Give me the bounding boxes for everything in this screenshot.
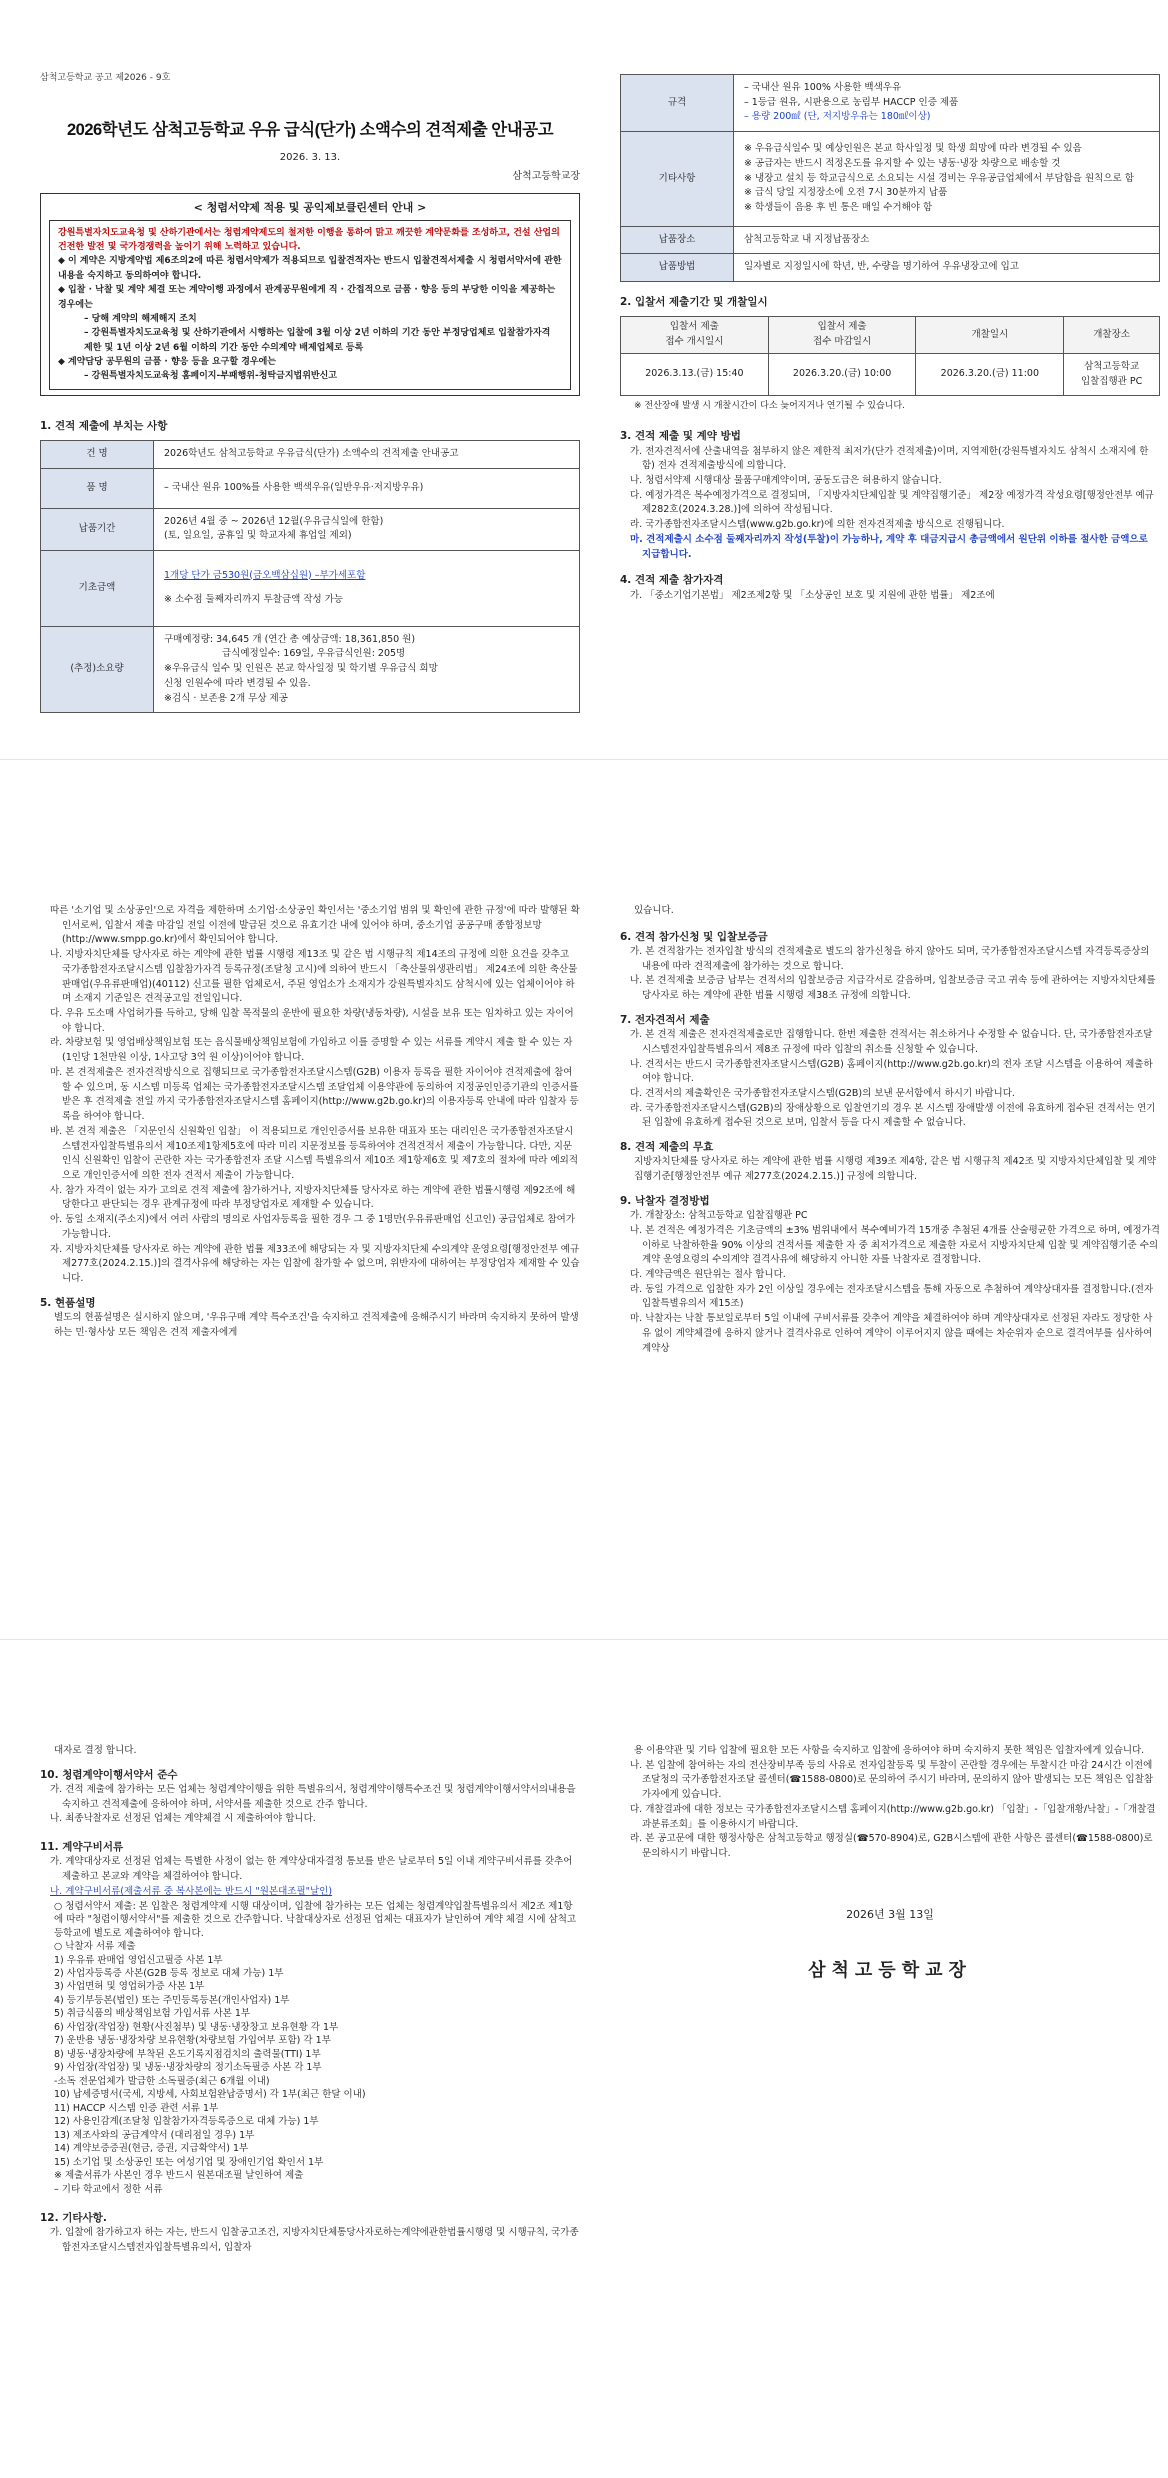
- bid-items-table: [40, 440, 580, 713]
- list-item: 8) 냉동·냉장차량에 부착된 온도기록지점검치의 출력물(TTI) 1부: [54, 2048, 321, 2060]
- row-value-line: 2026년 4월 중 ~ 2026년 12월(우유급식일에 한함): [164, 515, 384, 527]
- row-label: (추정)소요량: [41, 626, 154, 713]
- table-row: [621, 132, 1160, 227]
- schedule-table: [620, 316, 1160, 396]
- list-item: 가. 전자견적서에 산출내역을 첨부하지 않은 제한적 최저가(단가 견적제출)이며, 지역제한(강원특별자치도 삼척시 소재지에 한함) 전자 견적제출방식에 의합니다.: [630, 445, 1149, 472]
- column-header: 개찰장소: [1064, 317, 1160, 353]
- list-item: 다. 예정가격은 복수예정가격으로 결정되며, 「지방자치단체입찰 및 계약집행기준」 제2장 예정가격 작성요령[행정안전부 예규 제282호(2024.3.28.)]에 의하여 작성됩니다.: [630, 489, 1154, 516]
- row-value: [734, 132, 1160, 227]
- list-item: 따른 '소기업 및 소상공인'으로 자격을 제한하며 소기업·소상공인 확인서는 '중소기업 범위 및 확인에 관한 규정'에 따라 발행된 확인서로써, 입찰서 제출 마감일 전일 이전에 발급된 것으로 유효기간 내에 있어야 하며, 중소기업 공공구매 종합정보망(http://www.smpp.go.kr)에서 확인되어야 합니다.: [50, 905, 580, 946]
- clean-contract-box: [40, 193, 580, 396]
- continued-text: 있습니다.: [634, 905, 674, 916]
- list-item: 나. 본 견적제출 보증금 납부는 견적서의 입찰보증금 지급각서로 갈음하며, 입찰보증금 국고 귀속 등에 관하여는 지방자치단체를 당사자로 하는 계약에 관한 법률 시행령 제38조 규정에 의합니다.: [630, 975, 1156, 1002]
- table-row: [41, 441, 580, 469]
- list-item: 나. 지방자치단체를 당사자로 하는 계약에 관한 법률 시행령 제13조 및 같은 법 시행규칙 제14조의 규정에 의한 요건을 갖추고 국가종합전자조달시스템 입찰참가자격 등록규정(조달청 고시)에 의하여 반드시 「축산물위생관리법」 제24조에 의한 축산물판매업(우유류판매업)(40112) 신고를 필한 업체로서, 주된 영업소가 소재지가 강원특별자치도 삼척시에 있는 업체이어야 하며 소재지 기준일은 견적공고일 전일입니다.: [50, 949, 578, 1005]
- table-row: [621, 226, 1160, 254]
- list-item: 2) 사업자등록증 사본(G2B 등록 정보로 대체 가능) 1부: [54, 1967, 284, 1979]
- list-item: 용 이용약관 및 기타 입찰에 필요한 모든 사항을 숙지하고 입찰에 응하여야 하며 숙지하지 못한 책임은 입찰자에게 있습니다.: [634, 1745, 1145, 1756]
- column-header: 입찰서 제출 접수 마감일시: [768, 317, 916, 353]
- row-value: 2026학년도 삼척고등학교 우유급식(단가) 소액수의 견적제출 안내공고: [154, 441, 580, 469]
- section-7-title: 7. 전자견적서 제출: [620, 1013, 710, 1026]
- list-item: ○ 낙찰자 서류 제출: [54, 1941, 136, 1953]
- clean-box-item: – 강원특별자치도교육청 홈페이지-부패행위-청탁금지법위반신고: [84, 371, 337, 382]
- list-item: 가. 본 견적 제출은 전자견적제출로만 집행합니다. 한번 제출한 견적서는 취소하거나 수정할 수 없습니다. 단, 국가종합전자조달시스템전자입찰특별유의서 제8조 규정에 따라 입찰의 취소를 신청할 수 있습니다.: [630, 1029, 1153, 1055]
- list-item: ※ 제출서류가 사본인 경우 반드시 원본대조필 날인하여 제출: [54, 2170, 304, 2182]
- table-cell: 2026.3.20.(금) 11:00: [916, 353, 1064, 395]
- row-value: – 국내산 원유 100%를 사용한 백색우유(일반우유·저지방우유): [154, 468, 580, 508]
- row-value-line: – 국내산 원유 100% 사용한 백색우유: [744, 82, 902, 93]
- row-value-line: ※우유급식 일수 및 인원은 본교 학사일정 및 학기별 우유급식 희망: [164, 663, 438, 675]
- spec-table: [620, 74, 1160, 282]
- list-item: 아. 동일 소재지(주소지)에서 여러 사람의 명의로 사업자등록을 필한 경우 그 중 1명만(우유류판매업 신고인) 공급업체로 참여가 가능합니다.: [50, 1214, 576, 1240]
- list-item: 가. 개찰장소: 삼척고등학교 입찰집행관 PC: [630, 1210, 808, 1222]
- list-item: 라. 동일 가격으로 입찰한 자가 2인 이상일 경우에는 전자조달시스템을 통해 자동으로 추첨하여 계약상대자를 결정합니다.(전자입찰특별유의서 제15조): [630, 1283, 1154, 1310]
- row-value-line: 급식예정일수: 169일, 우유급식인원: 205명: [222, 648, 406, 660]
- clean-box-item: ◆ 입찰 · 낙찰 및 계약 체결 또는 계약이행 과정에서 관계공무원에게 직 · 간접적으로 금품 · 향응 등의 부당한 이익을 제공하는 경우에는: [58, 285, 556, 310]
- clean-box-intro: 강원특별자치도교육청 및 산하기관에서는 청렴계약제도의 철저한 이행을 통하여 맑고 깨끗한 계약문화를 조성하고, 건설 산업의 건전한 발전 및 국가경쟁력을 높이기 위해 노력하고 있습니다.: [58, 227, 560, 252]
- list-item: 4) 등기부등본(법인) 또는 주민등록등본(개인사업자) 1부: [54, 1994, 290, 2006]
- section-5-text: 별도의 현품설명은 실시하지 않으며, '우유구매 계약 특수조건'을 숙지하고 견적제출에 응해주시기 바라며 숙지하지 못하여 발생하는 민·형사상 모든 책임은 견적 제출자에게: [54, 1311, 579, 1338]
- section-12-title: 12. 기타사항.: [40, 2212, 107, 2225]
- table-cell: 삼척고등학교 입찰집행관 PC: [1064, 353, 1160, 395]
- page-3-right-column: [620, 1744, 1160, 1985]
- list-item: 라. 국가종합전자조달시스템(www.g2b.go.kr)에 의한 전자견적제출 방식으로 진행됩니다.: [630, 519, 1005, 531]
- table-row: [41, 508, 580, 550]
- list-item: ○ 청렴서약서 제출: 본 입찰은 청렴계약제 시행 대상이며, 입찰에 참가하는 모든 업체는 청렴계약입찰특별유의서 제2조 제1항에 따라 "청렴이행서약서"를 제출한 것으로 간주합니다. 낙찰대상자로 선정된 업체는 대표자가 날인하여 계약 체결 시에 삼척고등학교에 별도로 제출하여야 합니다.: [54, 1900, 577, 1939]
- row-value-line: (토, 일요일, 공휴일 및 학교자체 휴업일 제외): [164, 530, 352, 542]
- list-item: 10) 납세증명서(국세, 지방세, 사회보험완납증명서) 각 1부(최근 한달 이내): [54, 2089, 366, 2101]
- list-item: 3) 사업면허 및 영업허가증 사본 1부: [54, 1981, 205, 1993]
- list-item: 나. 청렴서약제 시행대상 물품구매계약이며, 공동도급은 허용하지 않습니다.: [630, 474, 942, 486]
- list-item: 가. 「중소기업기본법」 제2조제2항 및 「소상공인 보호 및 지원에 관한 법률」 제2조에: [630, 589, 995, 601]
- list-item: 나. 본 견적은 예정가격은 기초금액의 ±3% 범위내에서 복수예비가격 15개중 추첨된 4개를 산술평균한 가격으로 하며, 예정가격 이하로 낙찰하한율 90% 이상의 견적서를 제출한 자 중 최저가격으로 제출한 자로서 지방자치단체 입찰 및 계약집행기준 수의계약 운영요령의 수의계약 결격사유에 해당하지 아니한 자를 낙찰자로 결정합니다.: [630, 1224, 1160, 1266]
- row-value-line: ※ 급식 당일 지정장소에 오전 7시 30분까지 납품: [744, 187, 948, 199]
- clean-box-item: – 당해 계약의 해제해지 조치: [84, 313, 197, 324]
- table-cell: 2026.3.13.(금) 15:40: [621, 353, 769, 395]
- section-2-title: 2. 입찰서 제출기간 및 개찰일시: [620, 296, 768, 309]
- row-value-line: ※ 냉장고 설치 등 학교급식으로 소요되는 시설 경비는 우유공급업체에서 부담함을 원칙으로 함: [744, 172, 1134, 184]
- page-3: [0, 1718, 1168, 2478]
- row-label: 품 명: [41, 468, 154, 508]
- clean-box-content: [49, 220, 571, 390]
- page-1: [0, 0, 1168, 760]
- clean-box-item: – 강원특별자치도교육청 및 산하기관에서 시행하는 입찰에 3월 이상 2년 이하의 기간 동안 부정당업체로 입찰참가자격 제한 및 1년 이상 2년 6월 이하의 기간 동안 수의계약 배제업체로 등록: [84, 328, 551, 353]
- list-item: 사. 참가 자격이 없는 자가 고의로 견적 제출에 참가하거나, 지방자치단체를 당사자로 하는 계약에 관한 법률시행령 제92조에 해당한다고 판단되는 경우 관계규정에 따라 부정당업자로 제재할 수 있습니다.: [50, 1184, 576, 1211]
- list-item: -소독 전문업체가 발급한 소독필증(최근 6개월 이내): [54, 2075, 270, 2087]
- list-item: 바. 본 견적 제출은 「지문인식 신원확인 입찰」 이 적용되므로 개인인증서를 보유한 대표자 또는 대리인은 국가종합전자조달시스템전자입찰특별유의서 제10조제1항제5호에 따라 미리 지문정보를 등록하여야 견적견적서 제출이 가능합니다. 다만, 지문인식 신원확인 입찰이 곤란한 자는 국가종합전자 조달 시스템 특별유의서 제10조 제1항제6호 및 제7호의 절차에 따라 예외적으로 개인인증서에 의한 전자 견적서 제출이 가능합니다.: [50, 1125, 579, 1181]
- table-row: [41, 468, 580, 508]
- row-value: [734, 75, 1160, 132]
- row-value: 삼척고등학교 내 지정납품장소: [734, 226, 1160, 254]
- list-item: 마. 견적제출시 소수점 둘째자리까지 작성(투찰)이 가능하나, 계약 후 대금지급시 총금액에서 원단위 이하를 절사한 금액으로 지급합니다.: [630, 533, 1148, 560]
- clean-box-item: ◆ 이 계약은 지방계약법 제6조의2에 따른 청렴서약제가 적용되므로 입찰견적자는 반드시 입찰견적서제출 시 청렴서약서에 관한 내용을 숙지하고 동의하여야 합니다.: [58, 256, 562, 281]
- table-row: [41, 626, 580, 713]
- notice-date: 2026. 3. 13.: [279, 151, 341, 163]
- section-5-title: 5. 현품설명: [40, 1296, 96, 1309]
- schedule-note: ※ 전산장애 발생 시 개찰시간이 다소 늦어지거나 연기될 수 있습니다.: [634, 401, 905, 412]
- table-row: [621, 254, 1160, 282]
- required-documents-list: [40, 1900, 580, 2197]
- list-item: 11) HACCP 시스템 인증 관련 서류 1부: [54, 2102, 219, 2114]
- continued-text: 대자로 결정 합니다.: [54, 1745, 137, 1756]
- section-1-title: 1. 견적 제출에 부치는 사항: [40, 419, 168, 432]
- list-item: – 기타 학교에서 정한 서류: [54, 2183, 163, 2195]
- list-item: 가. 입찰에 참가하고자 하는 자는, 반드시 입찰공고조건, 지방자치단체통당사자로하는계약에관한법률시행령 및 시행규칙, 국가종합전자조달시스템전자입찰특별유의서, 입찰자: [50, 2227, 579, 2254]
- row-value: [154, 550, 580, 626]
- list-item: 자. 지방자치단체를 당사자로 하는 계약에 관한 법률 제33조에 해당되는 자 및 지방자치단체 수의계약 운영요령[행정안전부 예규 제277호(2024.2.15.)]의 결격사유에 해당하는 자는 입찰에 참가할 수 없으며, 위반자에 대하여는 부정당업자 제재할 수 있습니다.: [50, 1243, 580, 1284]
- list-item: 다. 계약금액은 원단위는 절사 합니다.: [630, 1269, 786, 1280]
- list-item: 라. 차량보험 및 영업배상책임보험 또는 음식물배상책임보험에 가입하고 이를 증명할 수 있는 서류를 계약시 제출 할 수 있는 자 (1인당 1천만원 이상, 1사고당 3억 원 이상)이어야 합니다.: [50, 1037, 573, 1064]
- list-item: 나. 견적서는 반드시 국가종합전자조달시스템(G2B) 홈페이지(http://www.g2b.go.kr)의 전자 조달 시스템을 이용하여 제출하여야 합니다.: [630, 1058, 1153, 1085]
- list-item: 7) 운반용 냉동·냉장차량 보유현황(차량보험 가입여부 포함) 각 1부: [54, 2035, 331, 2047]
- row-value-line: ※ 우유급식일수 및 예상인원은 본교 학사일정 및 학생 희망에 따라 변경될 수 있음: [744, 143, 1082, 155]
- list-item: 6) 사업장(작업장) 현황(사진첨부) 및 냉동·냉장창고 보유현황 각 1부: [54, 2021, 339, 2033]
- row-value: [154, 508, 580, 550]
- page-2: [0, 880, 1168, 1640]
- page-2-right-column: [620, 904, 1160, 1356]
- row-label: 기타사항: [621, 132, 734, 227]
- row-label: 납품방법: [621, 254, 734, 282]
- list-item: 9) 사업장(작업장) 및 냉동·냉장차량의 정기소독필증 사본 각 1부: [54, 2062, 322, 2074]
- list-item: 다. 우유 도소매 사업허가를 득하고, 당해 입찰 목적물의 운반에 필요한 차량(냉동차량), 시설을 보유 또는 임차하고 있는 자이어야 합니다.: [50, 1008, 574, 1034]
- row-value-line: 신청 인원수에 따라 변경될 수 있음.: [164, 677, 311, 689]
- notice-number: 삼척고등학교 공고 제2026 - 9호: [40, 73, 171, 83]
- row-value: 일자별로 지정일시에 학년, 반, 수량을 명기하여 우유냉장고에 입고: [734, 254, 1160, 282]
- closing-signer: 삼척고등학교장: [808, 1959, 972, 1980]
- page-3-left-column: [40, 1744, 580, 2256]
- list-item: 13) 제조사와의 공급계약서 (대리점일 경우) 1부: [54, 2129, 255, 2141]
- section-8-text: 지방자치단체를 당사자로 하는 계약에 관한 법률 시행령 제39조 제4항, 같은 법 시행규칙 제42조 및 지방자치단체입찰 및 계약집행기준[행정안전부 예규 제277호(2024.2.15.)] 규정에 의합니다.: [634, 1156, 1157, 1183]
- signer: 삼척고등학교장: [512, 171, 580, 182]
- table-row: [41, 550, 580, 626]
- section-9-title: 9. 낙찰자 결정방법: [620, 1194, 710, 1207]
- column-header: 개찰일시: [916, 317, 1064, 353]
- row-value-line: ※ 소수점 둘째자리까지 투찰금액 작성 가능: [164, 594, 344, 606]
- list-item: 다. 개찰결과에 대한 정보는 국가종합전자조달시스템 홈페이지(http://www.g2b.go.kr) 「입찰」-「입찰개황/낙찰」-「개찰결과분류조회」를 이용하시기 바랍니다.: [630, 1803, 1156, 1830]
- section-10-title: 10. 청렴계약이행서약서 준수: [40, 1768, 178, 1781]
- list-item: 라. 국가종합전자조달시스템(G2B)의 장애상황으로 입찰연기의 경우 본 시스템 장애발생 이전에 유효하게 접수된 견적서는 연기된 입찰에 유효하게 접수된 것으로 보며, 입찰서 등을 다시 제출할 수 없습니다.: [630, 1102, 1156, 1129]
- row-value-line: ※검식 · 보존용 2개 무상 제공: [164, 692, 288, 704]
- page-title: 2026학년도 삼척고등학교 우유 급식(단가) 소액수의 견적제출 안내공고: [66, 120, 554, 139]
- column-header: 입찰서 제출 접수 개시일시: [621, 317, 769, 353]
- table-row: [621, 353, 1160, 395]
- list-item: 나. 계약구비서류(제출서류 중 복사본에는 반드시 "원본대조필"날인): [50, 1885, 333, 1897]
- clean-box-title: < 청렴서약제 적용 및 공익제보클린센터 안내 >: [193, 200, 427, 214]
- clean-box-item: ◆ 계약담당 공무원의 금품 · 향응 등을 요구할 경우에는: [58, 357, 276, 368]
- list-item: 마. 낙찰자는 낙찰 통보일로부터 5일 이내에 구비서류를 갖추어 계약을 체결하여야 하며 계약상대자로 선정된 자라도 정당한 사유 없이 계약체결에 응하지 않거나 결격사유로 인하여 계약이 이루어지지 않을 때에는 차순위자 순으로 결격여부를 심사하여 계약상: [630, 1313, 1153, 1354]
- page-2-left-column: [40, 904, 580, 1340]
- row-value-line: 구매예정량: 34,645 개 (연간 총 예상금액: 18,361,850 원): [164, 633, 416, 645]
- row-value-line: ※ 공급자는 반드시 적정온도를 유지할 수 있는 냉동·냉장 차량으로 배송할 것: [744, 157, 1061, 169]
- section-11-title: 11. 계약구비서류: [40, 1841, 124, 1854]
- list-item: 라. 본 공고문에 대한 행정사항은 삼척고등학교 행정실(☎570-8904)로, G2B시스템에 관한 사항은 콜센터(☎1588-0800)로 문의하시기 바랍니다.: [630, 1833, 1153, 1860]
- row-label: 납품기간: [41, 508, 154, 550]
- section-8-title: 8. 견적 제출의 무효: [620, 1141, 714, 1154]
- section-4-title: 4. 견적 제출 참가자격: [620, 574, 724, 587]
- row-value-line: – 용량 200㎖ (단, 저지방우유는 180㎖이상): [744, 111, 931, 123]
- page-1-right-column: [620, 74, 1160, 603]
- list-item: 12) 사용인감계(조달청 입찰참가자격등록증으로 대체 가능) 1부: [54, 2116, 319, 2128]
- list-item: 가. 계약대상자로 선정된 업체는 특별한 사정이 없는 한 계약상대자결정 통보를 받은 날로부터 5일 이내 계약구비서류를 갖추어 제출하고 본교와 계약을 체결하여야 합니다.: [50, 1856, 573, 1883]
- section-6-title: 6. 견적 참가신청 및 입찰보증금: [620, 930, 768, 943]
- row-label: 건 명: [41, 441, 154, 469]
- list-item: 가. 견적 제출에 참가하는 모든 업체는 청렴계약이행을 위한 특별유의서, 청렴계약이행특수조건 및 청렴계약이행서약서의내용을 숙지하고 견적제출에 응하여야 하며, 서약서를 제출한 것으로 간주 합니다.: [50, 1783, 576, 1810]
- list-item: 나. 본 입찰에 참여하는 자의 전산장비부족 등의 사유로 전자입찰등록 및 투찰이 곤란할 경우에는 투찰시간 마감 24시간 이전에 조달청의 국가종합전자조달 콜센터(☎1588-0800)로 문의하여 주시기 바라며, 문의하지 않아 발생되는 모든 책임은 입찰참가자에게 있습니다.: [630, 1759, 1154, 1801]
- table-row: [621, 75, 1160, 132]
- list-item: 15) 소기업 및 소상공인 또는 여성기업 및 장애인기업 확인서 1부: [54, 2156, 324, 2168]
- list-item: 마. 본 견적제출은 전자견적방식으로 집행되므로 국가종합전자조달시스템(G2B) 이용자 등록을 필한 자이어야 견적제출에 참여할 수 있으며, 동 시스템 미등록 업체는 국가종합전자조달시스템 조달업체 이용약관에 동의하여 지정공인인증기관의 인증서를 받은 후 견적제출 전일 까지 국가종합전자조달시스템 홈페이지(http://www.g2b.go.kr)의 이용자등록 안내에 따라 입찰자 등록을 하여야 합니다.: [50, 1066, 579, 1123]
- list-item: 다. 견적서의 제출확인은 국가종합전자조달시스템(G2B)의 보낸 문서함에서 하시기 바랍니다.: [630, 1088, 1015, 1099]
- page-1-left-column: [40, 72, 580, 713]
- row-label: 납품장소: [621, 226, 734, 254]
- closing-date: 2026년 3월 13일: [846, 1907, 934, 1921]
- row-label: 규격: [621, 75, 734, 132]
- list-item: 가. 본 견적참가는 전자입찰 방식의 견적제출로 별도의 참가신청을 하지 않아도 되며, 국가종합전자조달시스템 자격등록증상의 내용에 따라 견적제출에 참가하는 것으로 합니다.: [630, 945, 1150, 972]
- row-value-line: ※ 학생들이 음용 후 빈 통은 매일 수거해야 함: [744, 202, 933, 214]
- row-value: [154, 626, 580, 713]
- base-price: 1개당 단가 금530원(금오백삼십원) –부가세포함: [164, 569, 366, 581]
- table-cell: 2026.3.20.(금) 10:00: [768, 353, 916, 395]
- section-3-title: 3. 견적 제출 및 계약 방법: [620, 430, 741, 443]
- row-value-line: – 1등급 원유, 시판용으로 농림부 HACCP 인증 제품: [744, 96, 959, 108]
- list-item: 5) 취급식품의 배상책임보험 가입서류 사본 1부: [54, 2008, 251, 2020]
- list-item: 14) 계약보증증권(현금, 증권, 지급확약서) 1부: [54, 2143, 249, 2155]
- row-label: 기초금액: [41, 550, 154, 626]
- table-header-row: [621, 317, 1160, 353]
- list-item: 1) 우유류 판매업 영업신고필증 사본 1부: [54, 1954, 223, 1966]
- list-item: 나. 최종낙찰자로 선정된 업체는 계약체결 시 제출하여야 합니다.: [50, 1813, 316, 1825]
